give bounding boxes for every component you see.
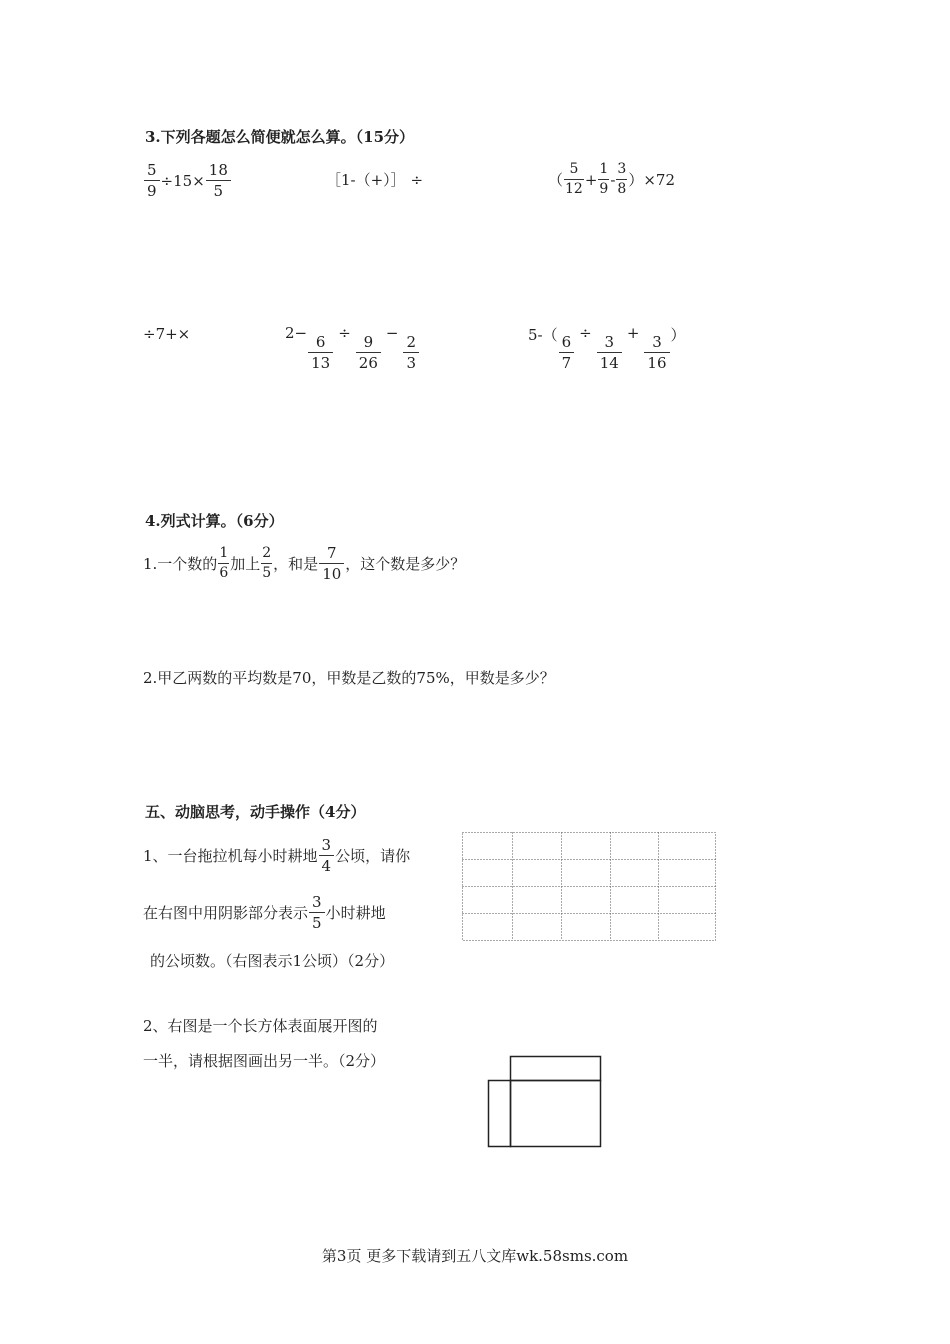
fraction: $\frac{7}{10}$ (319, 543, 344, 584)
fraction: $\frac{1}{6}$ (219, 545, 229, 581)
net-side-face (489, 1081, 511, 1147)
fraction: $\frac{6}{7}$ (559, 332, 575, 373)
fraction: $\frac{3}{5}$ (309, 892, 325, 933)
cuboid-net-half (484, 1053, 608, 1153)
question-5-1-line3: 的公顷数。（右图表示1公顷）（2分） (150, 952, 395, 970)
section5-title: 五、动脑思考，动手操作（4分） (145, 803, 366, 821)
page-footer: 第3页 更多下载请到五八文库wk.58sms.com (321, 1247, 629, 1265)
fraction: $\frac{9}{26}$ (356, 332, 381, 373)
fraction: $\frac{2}{3}$ (403, 332, 419, 373)
fraction: $\frac{1}{9}$ (599, 161, 609, 197)
question-4-1: 1.一个数的 $\frac{1}{6}$ 加上 $\frac{2}{5}$ ，和是 $\frac{7}{10}$ ，这个数是多少？ (143, 544, 466, 583)
problem-4: ÷7+× (143, 325, 191, 343)
fraction: $\frac{6}{13}$ (308, 332, 333, 373)
problem-1: $\frac{5}{9}$ ÷15× $\frac{18}{5}$ (143, 160, 232, 201)
fraction: $\frac{3}{14}$ (597, 332, 622, 373)
question-5-2-line1: 2、右图是一个长方体表面展开图的 (143, 1017, 378, 1035)
net-front-face (511, 1081, 601, 1147)
question-5-2-line2: 一半，请根据图画出另一半。（2分） (143, 1052, 386, 1070)
question-4-2: 2.甲乙两数的平均数是70，甲数是乙数的75%，甲数是多少？ (143, 669, 555, 687)
net-top-face (511, 1057, 601, 1081)
fraction: $\frac{5}{9}$ (144, 160, 160, 201)
problem-6: 5-（ $\frac{6}{7}$ ÷ $\frac{3}{14}$ + $\frac{3}{16}$ ） (528, 324, 686, 372)
problem-2: ［1-（+）］ ÷ (326, 171, 424, 189)
question-5-1-line1: 1、一台拖拉机每小时耕地 $\frac{3}{4}$ 公顷，请你 (143, 836, 411, 875)
fraction: $\frac{3}{4}$ (319, 835, 335, 876)
section3-title: 3.下列各题怎么简便就怎么算。（15分） (145, 128, 415, 146)
problem-5: 2− $\frac{6}{13}$ ÷ $\frac{9}{26}$ − $\frac{2}{3}$ (285, 324, 420, 373)
fraction: $\frac{2}{5}$ (262, 545, 272, 581)
fraction: $\frac{3}{8}$ (617, 161, 627, 197)
problem-3: （ $\frac{5}{12}$ + $\frac{1}{9}$ - $\frac{3}{8}$ ）×72 (548, 161, 675, 197)
fraction: $\frac{5}{12}$ (565, 161, 583, 197)
section4-title: 4.列式计算。（6分） (145, 512, 284, 530)
hectare-grid (460, 830, 720, 945)
fraction: $\frac{18}{5}$ (206, 160, 231, 201)
question-5-1-line2: 在右图中用阴影部分表示 $\frac{3}{5}$ 小时耕地 (143, 893, 386, 932)
fraction: $\frac{3}{16}$ (644, 332, 669, 373)
